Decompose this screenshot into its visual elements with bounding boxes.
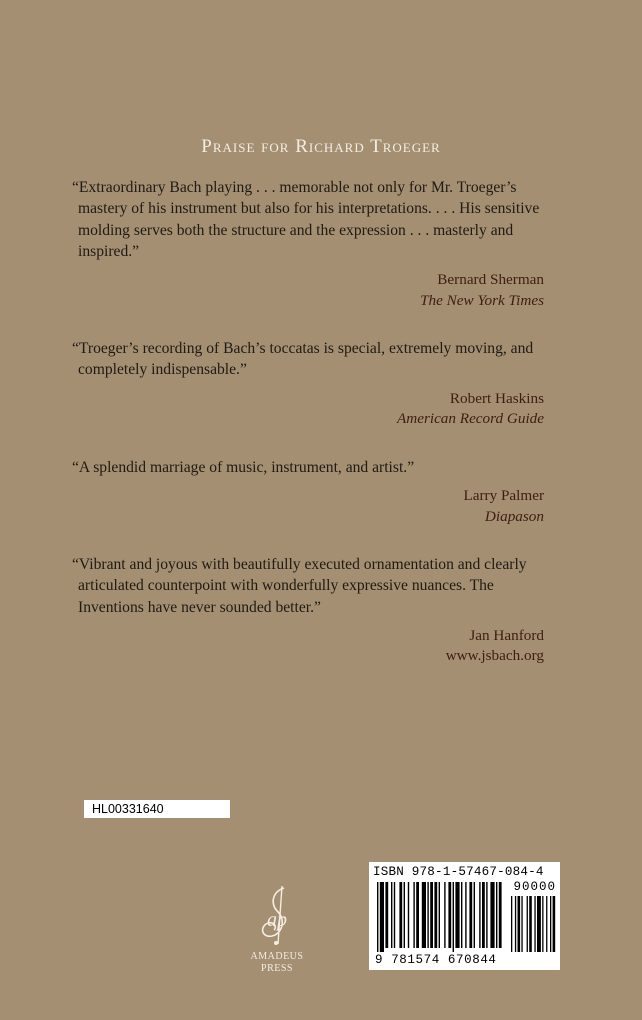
- barcode-digits: 9 781574 670844: [375, 953, 497, 967]
- publisher-monogram: ap: [267, 909, 287, 931]
- barcode-bar: [482, 882, 485, 948]
- barcode-bar: [385, 882, 388, 948]
- publisher-name-line2: PRESS: [261, 963, 293, 974]
- barcode-bar: [394, 882, 395, 948]
- publisher-name-line1: AMADEUS: [250, 951, 304, 962]
- barcode-bar: [404, 882, 405, 948]
- barcode-bar: [448, 882, 451, 948]
- barcode-addon-bar: [553, 896, 556, 952]
- quote-source: American Record Guide: [396, 410, 544, 428]
- barcode-addon-bar: [550, 896, 551, 952]
- barcode-bar: [490, 882, 494, 948]
- barcode-addon-bar: [542, 896, 543, 952]
- isbn-barcode: [369, 862, 560, 970]
- product-code-label: HL00331640: [84, 800, 230, 818]
- quote-block: [72, 177, 544, 311]
- barcode-addon-bar: [511, 896, 512, 952]
- barcode-bar: [474, 882, 475, 948]
- barcode-bar: [479, 882, 480, 948]
- barcode-addon-bar: [537, 896, 541, 952]
- barcode-addon-bar: [529, 896, 532, 952]
- quote-source: Diapason: [484, 507, 544, 525]
- barcode-bar: [486, 882, 487, 948]
- quote-author: Larry Palmer: [463, 487, 544, 505]
- quote-block: [72, 338, 544, 430]
- quote-block: [72, 457, 544, 527]
- quote-author: Jan Hanford: [469, 626, 544, 644]
- praise-heading: Praise for Richard Troeger: [201, 136, 441, 157]
- barcode-bar: [391, 882, 392, 948]
- quote-attribution: [78, 270, 544, 311]
- publisher-logo: [232, 884, 322, 994]
- barcode-bar: [434, 882, 437, 948]
- quote-attribution: [78, 389, 544, 430]
- price-code: 90000: [513, 880, 556, 894]
- barcode-bar: [444, 882, 445, 948]
- barcode-bar: [453, 882, 454, 952]
- quote-block: [72, 554, 544, 667]
- barcode-bar: [455, 882, 459, 948]
- barcode-bar: [408, 882, 409, 948]
- quote-text: “Vibrant and joyous with beautifully executed ornamentation and clearly articulated counterpoint with wonderfully expressive nuances. The Inventions have never sounded better.”: [72, 556, 527, 616]
- barcode-addon-bar: [515, 896, 516, 952]
- barcode-bar: [427, 882, 428, 948]
- barcode-bar: [469, 882, 472, 948]
- barcode-bar: [416, 882, 419, 948]
- quote-text: “Extraordinary Bach playing . . . memorable not only for Mr. Troeger’s mastery of his instrument but also for his interpretations. . . . His sensitive molding serves both the structure and the expression . . . masterly and inspired.”: [72, 179, 540, 260]
- isbn-label: ISBN 978-1-57467-084-4: [373, 865, 544, 879]
- barcode-bar: [377, 882, 378, 952]
- barcode-bar: [399, 882, 402, 948]
- treble-clef-icon: [232, 884, 322, 946]
- barcode-addon-bar: [546, 896, 547, 952]
- quote-author: Robert Haskins: [449, 389, 544, 407]
- barcode-bar: [380, 882, 384, 952]
- barcode-addon-bar: [518, 896, 521, 952]
- barcode-bar: [413, 882, 414, 948]
- barcode-bar: [430, 882, 433, 948]
- quote-attribution: [78, 486, 544, 527]
- barcode-bar: [499, 882, 502, 948]
- quote-author: Bernard Sherman: [437, 271, 544, 289]
- barcode-bar: [496, 882, 497, 948]
- barcode-bar: [439, 882, 440, 948]
- quote-text: “A splendid marriage of music, instrument, and artist.”: [72, 458, 415, 476]
- quote-source: www.jsbach.org: [445, 647, 544, 665]
- barcode-addon-bar: [521, 896, 522, 952]
- quote-text: “Troeger’s recording of Bach’s toccatas is special, extremely moving, and completely indispensable.”: [72, 340, 534, 379]
- barcode-bars: [373, 882, 556, 954]
- quote-attribution: [78, 626, 544, 667]
- quote-source: The New York Times: [420, 291, 544, 309]
- barcode-bar: [465, 882, 466, 948]
- quotes-section: [72, 177, 544, 694]
- barcode-addon-bar: [534, 896, 535, 952]
- barcode-bar: [461, 882, 462, 948]
- barcode-addon-bar: [527, 896, 528, 952]
- barcode-bar: [422, 882, 426, 948]
